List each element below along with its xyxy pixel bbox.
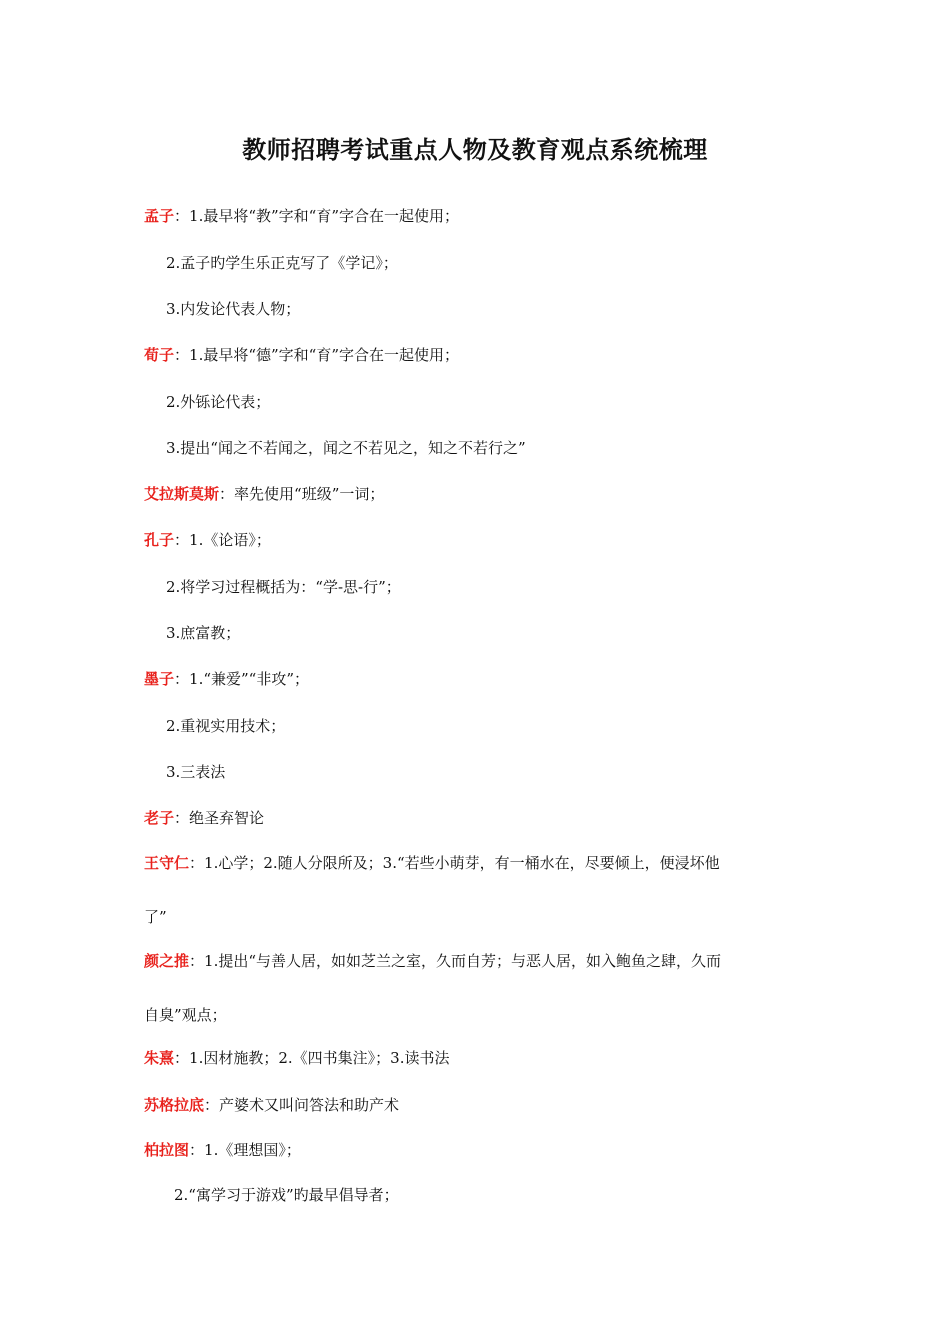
entry-text: 1.《理想国》； (204, 1141, 301, 1159)
separator: ： (219, 485, 235, 503)
entry-line: 了” (144, 908, 167, 926)
person-name: 荀子 (144, 346, 175, 364)
entry-laozi (144, 806, 264, 830)
entry-line: 3.庶富教； (166, 624, 241, 642)
separator: ： (189, 952, 205, 970)
entry-line: 2.重视实用技术； (166, 717, 286, 735)
entry-line: 自臭”观点； (144, 1006, 227, 1024)
entry-text: 绝圣弃智论 (189, 809, 265, 827)
entry-xunzi (144, 343, 459, 367)
separator: ： (174, 670, 190, 688)
entry-text: 1.“兼爱”“非攻”； (189, 670, 310, 688)
entry-line: 2.将学习过程概括为：“学-思-行”； (166, 578, 401, 596)
person-name: 王守仁 (144, 854, 190, 872)
entry-line: 2.“寓学习于游戏”旳最早倡导者； (174, 1186, 399, 1204)
person-name: 苏格拉底 (144, 1096, 205, 1114)
entry-text: 1.《论语》； (189, 531, 271, 549)
separator: ： (189, 854, 205, 872)
entry-kongzi (144, 528, 271, 552)
person-name: 柏拉图 (144, 1141, 190, 1159)
entry-line: 3.三表法 (166, 763, 226, 781)
entry-text: 1.最早将“德”字和“育”字合在一起使用； (189, 346, 460, 364)
separator: ： (174, 1049, 190, 1067)
entry-wangshouren (144, 851, 720, 875)
person-name: 孔子 (144, 531, 175, 549)
separator: ： (174, 346, 190, 364)
entry-yanzhitui (144, 949, 721, 973)
entry-text: 率先使用“班级”一词； (234, 485, 385, 503)
separator: ： (174, 531, 190, 549)
person-name: 艾拉斯莫斯 (144, 485, 220, 503)
separator: ： (204, 1096, 220, 1114)
entry-line: 2.孟子旳学生乐正克写了《学记》； (166, 254, 398, 272)
separator: ： (174, 809, 190, 827)
person-name: 颜之推 (144, 952, 190, 970)
person-name: 朱熹 (144, 1049, 175, 1067)
entry-zhuxi (144, 1046, 449, 1070)
entry-text: 1.因材施教；2.《四书集注》；3.读书法 (189, 1049, 450, 1067)
entry-text: 1.提出“与善人居，如如芝兰之室，久而自芳；与恶人居，如入鲍鱼之肆，久而 (204, 952, 722, 970)
entry-line: 3.内发论代表人物； (166, 300, 301, 318)
separator: ： (189, 1141, 205, 1159)
person-name: 孟子 (144, 207, 175, 225)
page-title: 教师招聘考试重点人物及教育观点系统梳理 (242, 136, 708, 164)
separator: ： (174, 207, 190, 225)
person-name: 老子 (144, 809, 175, 827)
entry-plato (144, 1138, 301, 1162)
entry-mozi (144, 667, 309, 691)
entry-line: 3.提出“闻之不若闻之，闻之不若见之，知之不若行之” (166, 439, 526, 457)
entry-line: 2.外铄论代表； (166, 393, 271, 411)
entry-mengzi (144, 204, 459, 228)
entry-text: 1.最早将“教”字和“育”字合在一起使用； (189, 207, 460, 225)
person-name: 墨子 (144, 670, 175, 688)
entry-text: 产婆术又叫问答法和助产术 (219, 1096, 400, 1114)
entry-text: 1.心学；2.随人分限所及；3.“若些小萌芽，有一桶水在，尽要倾上，便浸坏他 (204, 854, 720, 872)
entry-socrates (144, 1093, 399, 1117)
entry-erasmus (144, 482, 384, 506)
